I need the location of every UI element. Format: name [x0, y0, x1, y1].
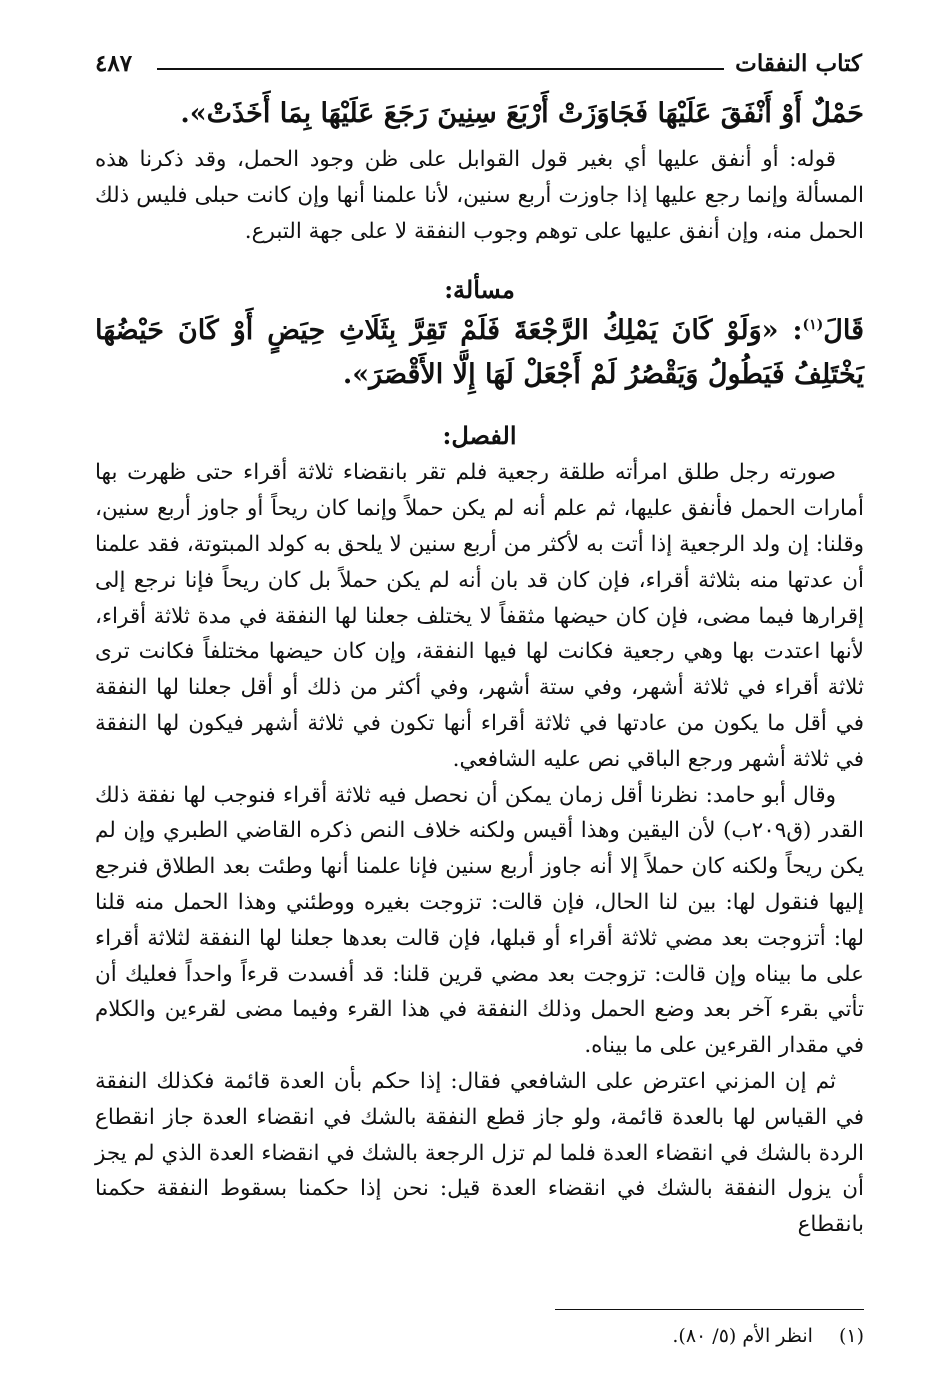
fasl-heading: الفصل: — [442, 421, 517, 451]
opening-matn: حَمْلٌ أَوْ أَنْفَقَ عَلَيْهَا فَجَاوَزَتْ أَرْبَعَ سِنِينَ رَجَعَ عَلَيْهَا بِمَا أَخَذَتْ». — [180, 98, 864, 129]
muzani-paragraph: ثم إن المزني اعترض على الشافعي فقال: إذا حكم بأن العدة قائمة فكذلك النفقة في القياس لها بالعدة قائمة، ولو جاز قطع النفقة بالشك في انقضاء العدة جاز انقطاع الردة بالشك في انقضاء العدة فلما لم تزل الرجعة بالشك في انقضاء العدة الذي لم يجز أن يزول النفقة بالشك في انقضاء العدة قيل: نحن إذا حكمنا بسقوط النفقة حكمنا بانقطاع — [95, 1068, 864, 1238]
text-column — [95, 92, 864, 1243]
matn-text: : «وَلَوْ كَانَ يَمْلِكُ الرَّجْعَةَ فَلَمْ تَقِرَّ بِثَلَاثِ حِيَضٍ أَوْ كَانَ حَيْضُهَا يَخْتَلِفُ فَيَطُولُ وَيَقْصُرُ لَمْ أَجْعَلْ لَهَا إِلَّا الأَقْصَرَ». — [95, 315, 864, 391]
commentary-paragraph: قوله: أو أنفق عليها أي بغير قول القوابل على ظن وجود الحمل، وقد ذكرنا هذه المسألة وإنما رجع عليها إذا جاوزت أربع سنين، لأنا علمنا أنها وإن كانت حبلى فليس ذلك الحمل منه، وإن أنفق عليها على توهم وجوب النفقة لا على جهة التبرع. — [95, 147, 864, 244]
chapter-title: كتاب النفقات — [735, 50, 862, 77]
page-number: ٤٨٧ — [95, 50, 133, 77]
running-header — [95, 42, 862, 82]
matn-quote — [95, 309, 864, 397]
footnote-text: انظر الأم (٥/ ٨٠). — [672, 1325, 813, 1347]
masala-heading: مسألة: — [444, 275, 515, 305]
footnote-reference[interactable]: (١) — [802, 317, 824, 334]
footnote — [95, 1322, 864, 1350]
header-rule — [157, 68, 724, 70]
footnote-separator — [555, 1309, 864, 1310]
matn-prefix: قَالَ — [823, 315, 864, 347]
footnote-number: (١) — [838, 1325, 864, 1347]
abu-hamid-paragraph: وقال أبو حامد: نظرنا أقل زمان يمكن أن نحصل فيه ثلاثة أقراء فنوجب لها نفقة ذلك القدر (ق٢٠٩ب) لأن اليقين وهذا أقيس ولكنه خلاف النص ذكره القاضي الطبري وإن لم يكن ريحاً ولكنه كان حملاً إلا أنه جاوز أربع سنين فإنا علمنا أنها وطئت بعد الطلاق فنرجع إليها فنقول لها: بين لنا الحال، فإن قالت: تزوجت بغيره ووطئني وهذا الحمل منه قلنا لها: أتزوجت بعد مضي ثلاثة أقراء أو قبلها، فإن قالت بعدها جعلنا لها النفقة لثلاثة أقراء على ما بيناه وإن قالت: تزوجت بعد مضي قرين قلنا: قد أفسدت قرءاً واحداً فعليك أن تأتي بقرء آخر بعد وضع الحمل وذلك النفقة في هذا القرء وفيما مضى لقرءين والكلام في مقدار القرءين على ما بيناه. — [95, 782, 864, 1059]
fasl-paragraph: صورته رجل طلق امرأته طلقة رجعية فلم تقر بانقضاء ثلاثة أقراء حتى ظهرت بها أمارات الحمل فأنفق عليها، ثم علم أنه لم يكن حملاً وإنما كان ريحاً أو جاوز أربع سنين، وقلنا: إن ولد الرجعية إذا أتت به لأكثر من أربع سنين لا يلحق به كولد المبتوتة، فقد علمنا أن عدتها منه بثلاثة أقراء، فإن كان قد بان أنه لم يكن حملاً بل كان ريحاً فإنا نرجع إلى إقرارها فيما مضى، فإن كان حيضها مثقفاً لا يختلف جعلنا لها النفقة في مدة ثلاثة أقراء، لأنها اعتدت بها وهي رجعية فكانت لها فيها النفقة، وإن كان حيضها مختلفاً فكانت ترى ثلاثة أقراء في ثلاثة أشهر، وفي ستة أشهر، وفي أكثر من ذلك أو أقل جعلنا لها النفقة في أقل ما يكون من عادتها في ثلاثة أقراء أنها تكون في ثلاثة أشهر فيكون لها النفقة في ثلاثة أشهر ورجع الباقي نص عليه الشافعي. — [95, 460, 864, 772]
